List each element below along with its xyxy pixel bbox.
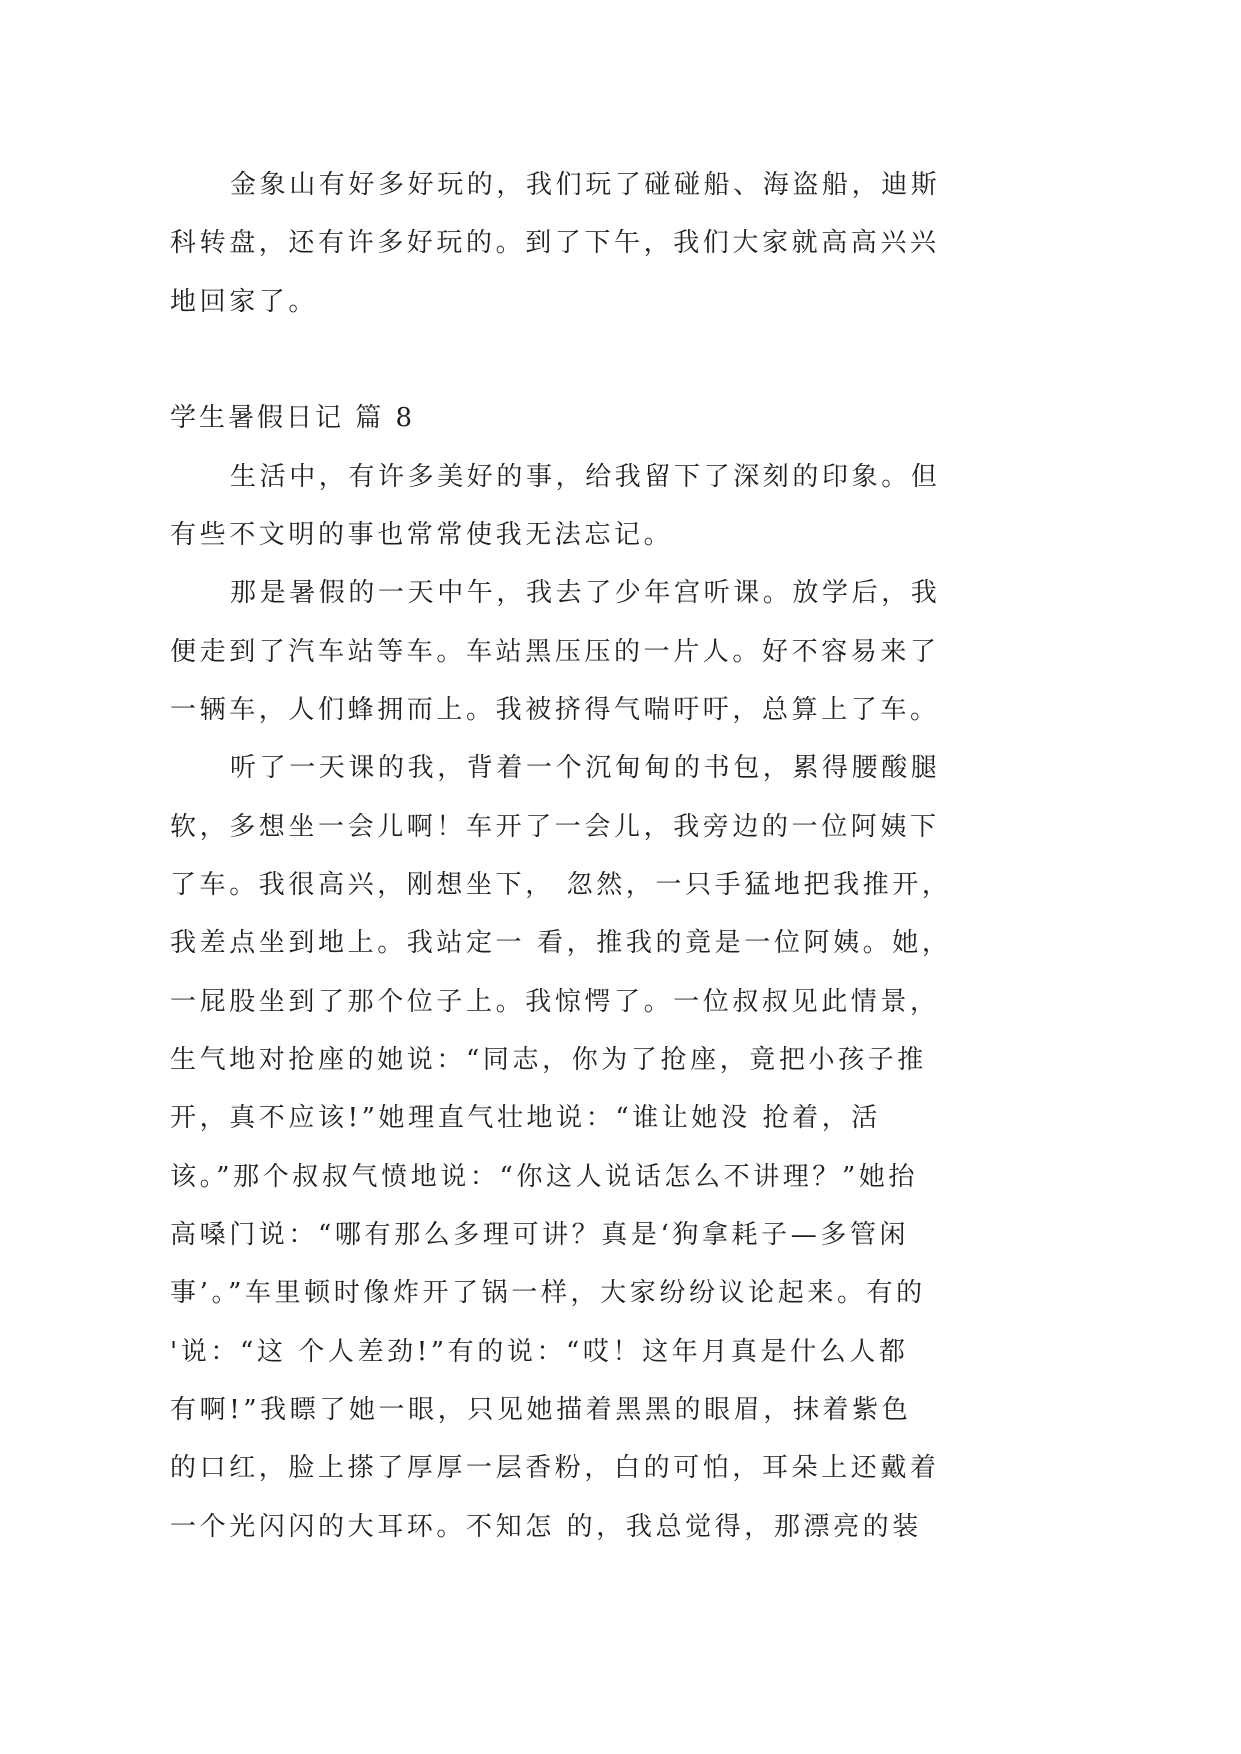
text-line: 的口红，脸上搽了厚厚一层香粉，白的可怕，耳朵上还戴着 [170, 1453, 940, 1484]
text-line: 一个光闪闪的大耳环。不知怎 的，我总觉得，那漂亮的装 [170, 1511, 922, 1542]
text-line: 高嗓门说：“哪有那么多理可讲？真是‘狗拿耗子—多管闲 [170, 1219, 910, 1250]
text-line: '说：“这 个人差劲!”有的说：“哎！这年月真是什么人都 [170, 1336, 909, 1367]
text-line: 有啊!”我瞟了她一眼，只见她描着黑黑的眼眉，抹着紫色 [170, 1394, 912, 1425]
text-line: 生气地对抢座的她说：“同志，你为了抢座，竟把小孩子推 [170, 1044, 927, 1075]
text-line: 开，真不应该!”她理直气壮地说：“谁让她没 抢着，活 [170, 1103, 881, 1134]
blank-line [170, 331, 1070, 389]
text-line: 金象山有好多好玩的，我们玩了碰碰船、海盗船，迪斯 [230, 170, 941, 200]
text-line: 一屁股坐到了那个位子上。我惊愕了。一位叔叔见此情景， [170, 986, 940, 1017]
text-line: 事’。”车里顿时像炸开了锅一样，大家纷纷议论起来。有的 [170, 1278, 926, 1309]
text-line: 了车。我很高兴，刚想坐下， 忽然，一只手猛地把我推开， [170, 869, 952, 900]
text-line: 便走到了汽车站等车。车站黑压压的一片人。好不容易来了 [170, 636, 940, 667]
document-body [170, 156, 1070, 1556]
text-line: 我差点坐到地上。我站定一 看，推我的竟是一位阿姨。她， [170, 928, 952, 959]
text-line: 听了一天课的我，背着一个沉甸甸的书包，累得腰酸腿 [230, 753, 941, 784]
text-line: 科转盘，还有许多好玩的。到了下午，我们大家就高高兴兴 [170, 228, 940, 259]
text-line: 软，多想坐一会儿啊！车开了一会儿，我旁边的一位阿姨下 [170, 811, 940, 842]
text-line: 该。”那个叔叔气愤地说：“你这人说话怎么不讲理？”她抬 [170, 1161, 919, 1192]
text-line: 地回家了。 [170, 286, 319, 317]
text-line: 那是暑假的一天中午，我去了少年宫听课。放学后，我 [230, 578, 941, 609]
text-line: 一辆车，人们蜂拥而上。我被挤得气喘吁吁，总算上了车。 [170, 694, 940, 725]
text-line: 生活中，有许多美好的事，给我留下了深刻的印象。但 [230, 461, 941, 492]
section-heading: 学生暑假日记 篇 8 [170, 403, 416, 434]
text-line: 有些不文明的事也常常使我无法忘记。 [170, 519, 674, 550]
